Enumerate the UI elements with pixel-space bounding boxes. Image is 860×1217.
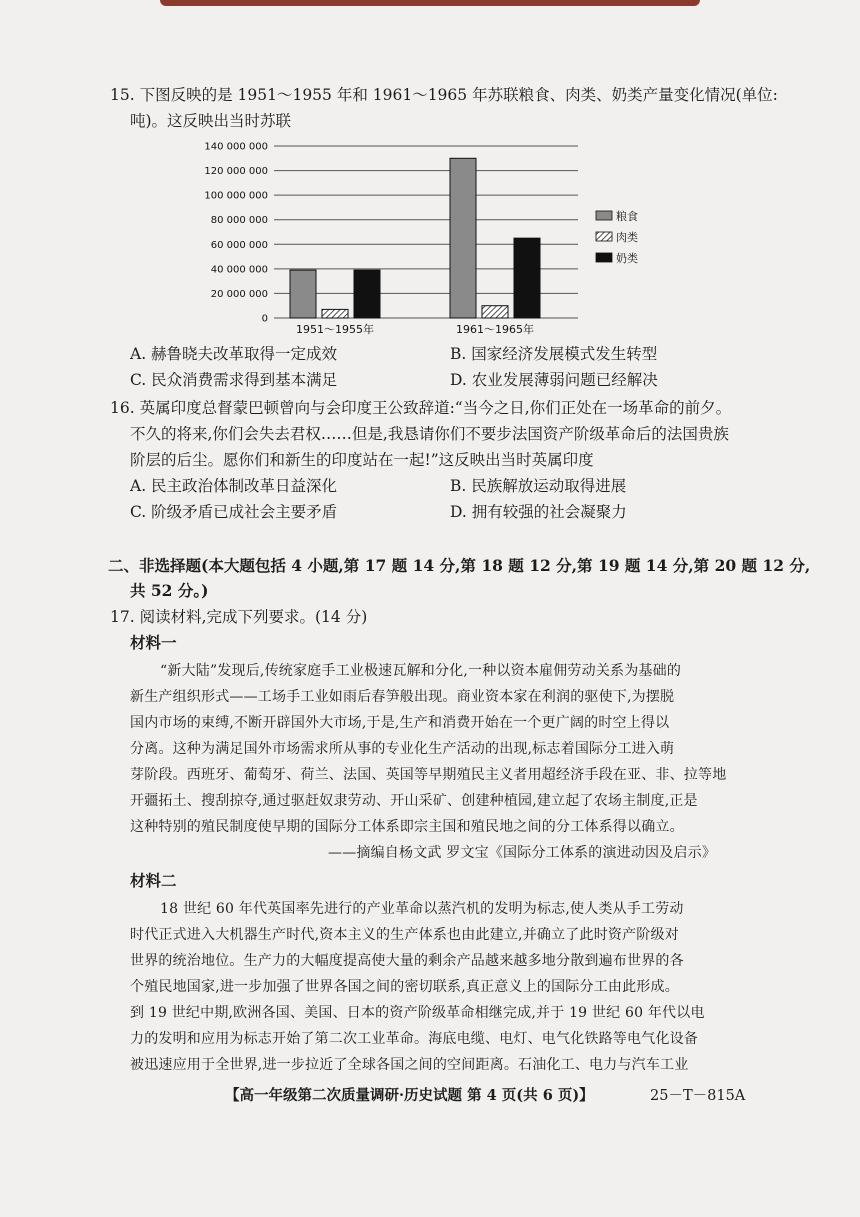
section2-heading-line2: 共 52 分。) [130,581,209,600]
q16-option-c: C. 阶级矛盾已成社会主要矛盾 [130,503,338,521]
footer-title: 【高一年级第二次质量调研·历史试题 第 4 页(共 6 页)】 [225,1087,594,1104]
legend-swatch [596,232,612,241]
q16-stem-line3: 阶层的后尘。愿你们和新生的印度站在一起!”这反映出当时英属印度 [130,451,594,469]
footer-code: 25－T－815A [650,1088,746,1104]
bar-奶类-0 [354,270,380,318]
y-tick-label: 0 [261,313,268,325]
material2-line: 被迅速应用于全世界,进一步拉近了全球各国之间的空间距离。石油化工、电力与汽车工业 [130,1057,689,1073]
y-tick-label: 140 000 000 [204,141,268,153]
y-tick-label: 20 000 000 [210,288,268,300]
q15-stem-line2: 吨)。这反映出当时苏联 [130,112,292,130]
legend-label: 肉类 [616,231,638,244]
q15-option-a: A. 赫鲁晓夫改革取得一定成效 [130,345,338,363]
y-tick-label: 100 000 000 [204,190,268,202]
y-tick-label: 60 000 000 [210,239,268,251]
material1-line: 开疆拓土、搜刮掠夺,通过驱赶奴隶劳动、开山采矿、创建种植园,建立起了农场主制度,正是 [130,793,698,809]
material2-line: 到 19 世纪中期,欧洲各国、美国、日本的资产阶级革命相继完成,并于 19 世纪 60 年代以电 [130,1005,705,1021]
q17-stem: 17. 阅读材料,完成下列要求。(14 分) [110,608,368,626]
legend-label: 粮食 [616,210,638,223]
material2-title: 材料二 [130,871,177,890]
q16-option-a: A. 民主政治体制改革日益深化 [130,477,338,495]
q15-stem-line1: 15. 下图反映的是 1951～1955 年和 1961～1965 年苏联粮食、肉类、奶类产量变化情况(单位: [110,86,778,104]
chart-legend [596,209,638,265]
chart-bars [290,158,540,318]
section2-heading-line1: 二、非选择题(本大题包括 4 小题,第 17 题 14 分,第 18 题 12 分,第 19 题 14 分,第 20 题 12 分, [108,556,811,575]
material2-line: 世界的统治地位。生产力的大幅度提高使大量的剩余产品越来越多地分散到遍布世界的各 [130,953,684,969]
legend-swatch [596,253,612,262]
chart-x-tick-labels [296,322,534,336]
material2-line: 力的发明和应用为标志开始了第二次工业革命。海底电缆、电灯、电气化铁路等电气化设备 [130,1031,698,1047]
material1-line: 国内市场的束缚,不断开辟国外大市场,于是,生产和消费开始在一个更广阔的时空上得以 [130,715,670,731]
q16-stem-line2: 不久的将来,你们会失去君权……但是,我恳请你们不要步法国资产阶级革命后的法国贵族 [130,425,729,443]
q15-option-b: B. 国家经济发展模式发生转型 [450,345,658,363]
bar-肉类-1 [482,306,508,318]
material1-line: “新大陆”发现后,传统家庭手工业极速瓦解和分化,一种以资本雇佣劳动关系为基础的 [160,663,682,679]
material1-source: ——摘编自杨文武 罗文宝《国际分工体系的演进动因及启示》 [328,845,717,861]
y-tick-label: 120 000 000 [204,166,268,178]
bar-粮食-1 [450,158,476,318]
q15-bar-chart [200,138,690,340]
legend-label: 奶类 [616,252,638,265]
material1-line: 芽阶段。西班牙、葡萄牙、荷兰、法国、英国等早期殖民主义者用超经济手段在亚、非、拉等地 [130,767,727,783]
q15-option-c: C. 民众消费需求得到基本满足 [130,371,338,389]
q16-option-b: B. 民族解放运动取得进展 [450,477,627,495]
legend-swatch [596,211,612,220]
y-tick-label: 40 000 000 [210,264,268,276]
y-tick-label: 80 000 000 [210,215,268,227]
material1-title: 材料一 [130,633,177,652]
material1-line: 分离。这种为满足国外市场需求所从事的专业化生产活动的出现,标志着国际分工进入萌 [130,741,675,757]
q16-stem-line1: 16. 英属印度总督蒙巴顿曾向与会印度王公致辞道:“当今之日,你们正处在一场革命的前夕。 [110,399,732,417]
chart-y-tick-labels [204,142,268,325]
material1-line: 这种特别的殖民制度使早期的国际分工体系即宗主国和殖民地之间的分工体系得以确立。 [130,819,684,835]
x-tick-label: 1951～1955年 [296,323,374,336]
material2-line: 18 世纪 60 年代英国率先进行的产业革命以蒸汽机的发明为标志,使人类从手工劳动 [160,901,684,917]
bar-肉类-0 [322,309,348,318]
bar-奶类-1 [514,238,540,318]
material2-line: 时代正式进入大机器生产时代,资本主义的生产体系也由此建立,并确立了此时资产阶级对 [130,927,679,943]
bar-粮食-0 [290,270,316,318]
x-tick-label: 1961～1965年 [456,323,534,336]
q16-option-d: D. 拥有较强的社会凝聚力 [450,503,627,521]
q15-option-d: D. 农业发展薄弱问题已经解决 [450,371,658,389]
material1-line: 新生产组织形式——工场手工业如雨后春笋般出现。商业资本家在利润的驱使下,为摆脱 [130,689,675,705]
material2-line: 个殖民地国家,进一步加强了世界各国之间的密切联系,真正意义上的国际分工由此形成。 [130,979,679,995]
